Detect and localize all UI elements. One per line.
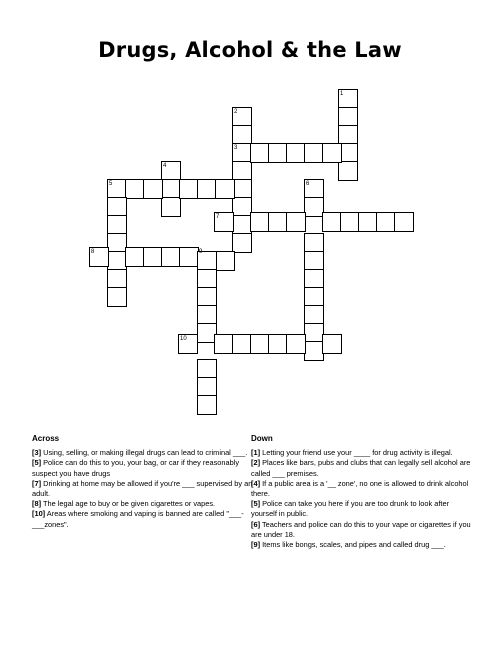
grid-cell[interactable] <box>232 125 252 145</box>
across-clue-list <box>32 448 257 530</box>
clue-number: 8 <box>91 249 95 255</box>
grid-cell[interactable] <box>322 143 342 163</box>
grid-cell[interactable] <box>179 247 199 267</box>
clue-text: Teachers and police can do this to your vape or cigarettes if you are under 18. <box>251 519 471 539</box>
across-clues <box>32 434 257 530</box>
clue-item <box>251 479 476 499</box>
grid-cell[interactable] <box>268 212 288 232</box>
grid-cell[interactable] <box>304 305 324 325</box>
grid-cell[interactable] <box>322 212 342 232</box>
grid-cell[interactable] <box>197 395 217 415</box>
grid-cell[interactable] <box>215 251 235 271</box>
grid-cell[interactable] <box>125 179 145 199</box>
grid-cell[interactable] <box>107 215 127 235</box>
grid-cell[interactable] <box>304 269 324 289</box>
grid-cell[interactable] <box>197 377 217 397</box>
grid-cell[interactable] <box>197 269 217 289</box>
grid-cell[interactable] <box>107 287 127 307</box>
grid-cell[interactable] <box>304 197 324 217</box>
clue-number: 10 <box>180 336 187 342</box>
grid-cell[interactable] <box>107 233 127 253</box>
clue-number: 1 <box>340 91 344 97</box>
clue-number-label: [10] <box>32 509 46 519</box>
grid-cell[interactable] <box>304 341 324 361</box>
grid-cell[interactable] <box>197 305 217 325</box>
grid-cell[interactable] <box>286 143 306 163</box>
down-heading: Down <box>251 434 273 443</box>
clue-number: 2 <box>234 109 238 115</box>
clue-number: 3 <box>234 145 238 151</box>
grid-cell[interactable] <box>232 179 252 199</box>
clue-number-label: [5] <box>251 499 261 509</box>
clue-text: Areas where smoking and vaping is banned are called "___-___zones". <box>32 509 244 529</box>
clue-number-label: [1] <box>251 448 261 458</box>
clue-number-label: [2] <box>251 458 261 468</box>
clue-number: 4 <box>163 163 167 169</box>
clue-item <box>251 448 476 458</box>
grid-cell[interactable] <box>304 287 324 307</box>
grid-cell[interactable] <box>322 334 342 354</box>
clue-item <box>32 499 257 509</box>
grid-cell[interactable] <box>161 179 181 199</box>
grid-cell[interactable] <box>107 251 127 271</box>
grid-cell[interactable] <box>232 215 252 235</box>
grid-cell[interactable] <box>197 359 217 379</box>
grid-cell[interactable] <box>143 179 163 199</box>
clue-item <box>251 458 476 478</box>
grid-cell[interactable] <box>338 161 358 181</box>
grid-cell[interactable] <box>338 107 358 127</box>
grid-cell[interactable] <box>338 125 358 145</box>
clue-number-label: [8] <box>32 499 42 509</box>
grid-cell[interactable] <box>304 143 324 163</box>
clue-item <box>251 540 476 550</box>
clue-text: Using, selling, or making illegal drugs can lead to criminal ___. <box>41 448 248 458</box>
clue-number: 5 <box>109 181 113 187</box>
clue-number: 7 <box>216 214 220 220</box>
clue-text: The legal age to buy or be given cigarettes or vapes. <box>41 499 216 509</box>
clue-item <box>251 520 476 540</box>
down-clues <box>251 434 476 550</box>
grid-cell[interactable] <box>304 323 324 343</box>
grid-cell[interactable] <box>286 334 306 354</box>
grid-cell[interactable] <box>358 212 378 232</box>
grid-cell[interactable] <box>215 179 235 199</box>
grid-cell[interactable] <box>250 143 270 163</box>
clue-text: Police can take you here if you are too drunk to look after yourself in public. <box>251 499 450 519</box>
clue-text: Police can do this to you, your bag, or car if they reasonably suspect you have drugs <box>32 458 240 478</box>
grid-cell[interactable] <box>232 161 252 181</box>
clue-text: Items like bongs, scales, and pipes and called drug ___. <box>260 540 446 550</box>
grid-cell[interactable] <box>286 212 306 232</box>
grid-cell[interactable] <box>179 179 199 199</box>
grid-cell[interactable] <box>107 197 127 217</box>
across-heading: Across <box>32 434 60 443</box>
clue-text: Drinking at home may be allowed if you're ___ supervised by an adult. <box>32 478 253 499</box>
grid-cell[interactable] <box>232 197 252 217</box>
grid-cell[interactable] <box>161 247 181 267</box>
down-clue-list <box>251 448 476 550</box>
grid-cell[interactable] <box>304 251 324 271</box>
grid-cell[interactable] <box>232 334 252 354</box>
clue-number-label: [9] <box>251 540 261 550</box>
grid-cell[interactable] <box>107 269 127 289</box>
clue-number-label: [7] <box>32 478 42 488</box>
clue-item <box>32 448 257 458</box>
grid-cell[interactable] <box>125 247 145 267</box>
clue-item <box>32 458 257 478</box>
clue-item <box>32 509 257 529</box>
grid-cell[interactable] <box>394 212 414 232</box>
clue-text: Letting your friend use your ____ for drug activity is illegal. <box>260 448 453 458</box>
grid-cell[interactable] <box>197 287 217 307</box>
clue-number: 6 <box>306 181 310 187</box>
clue-text: Places like bars, pubs and clubs that can legally sell alcohol are called ___ premises. <box>251 458 471 478</box>
clue-number: 9 <box>199 249 203 255</box>
clue-item <box>251 499 476 519</box>
grid-cell[interactable] <box>268 334 288 354</box>
grid-cell[interactable] <box>161 197 181 217</box>
grid-cell[interactable] <box>197 179 217 199</box>
grid-cell[interactable] <box>232 233 252 253</box>
clue-number-label: [5] <box>32 458 42 468</box>
grid-cell[interactable] <box>143 247 163 267</box>
grid-cell[interactable] <box>214 334 234 354</box>
grid-cell[interactable] <box>376 212 396 232</box>
clue-number-label: [3] <box>32 448 42 458</box>
clue-number-label: [6] <box>251 519 261 529</box>
grid-cell[interactable] <box>250 212 270 232</box>
grid-cell[interactable] <box>340 212 360 232</box>
clue-number-label: [4] <box>251 478 261 488</box>
page-title: Drugs, Alcohol & the Law <box>98 38 402 62</box>
grid-cell[interactable] <box>268 143 288 163</box>
grid-cell[interactable] <box>304 233 324 253</box>
clue-item <box>32 479 257 499</box>
clue-text: If a public area is a '__ zone', no one is allowed to drink alcohol there. <box>251 478 469 499</box>
grid-cell[interactable] <box>250 334 270 354</box>
